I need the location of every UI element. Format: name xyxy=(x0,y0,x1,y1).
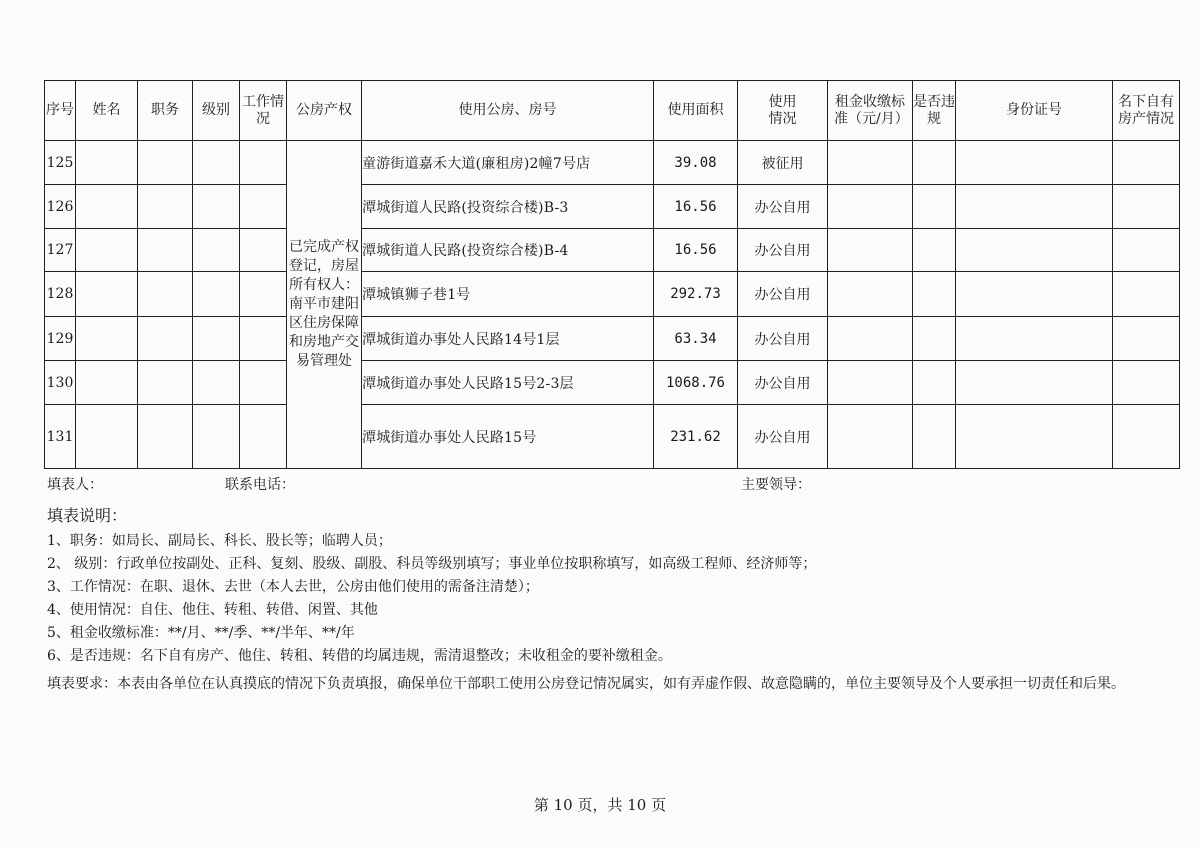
name-cell xyxy=(76,141,138,185)
table-row xyxy=(45,229,1180,272)
position-cell xyxy=(138,405,193,469)
id-number-cell xyxy=(956,361,1113,405)
header-seq: 序号 xyxy=(45,81,76,141)
page-number: 第 10 页，共 10 页 xyxy=(533,796,667,814)
table-row xyxy=(45,361,1180,405)
table-row xyxy=(45,141,1180,185)
own-house-cell xyxy=(1113,317,1180,361)
work-status-cell xyxy=(240,361,287,405)
table-row xyxy=(45,405,1180,469)
position-cell xyxy=(138,229,193,272)
room-cell: 潭城街道办事处人民路15号2-3层 xyxy=(362,361,654,405)
leader-label: 主要领导： xyxy=(741,477,811,493)
level-cell xyxy=(193,272,240,317)
level-cell xyxy=(193,229,240,272)
area-cell: 1068.76 xyxy=(654,361,738,405)
area-cell: 231.62 xyxy=(654,405,738,469)
table-row xyxy=(45,185,1180,229)
row-number: 128 xyxy=(45,272,76,317)
usage-cell: 办公自用 xyxy=(738,185,828,229)
area-cell: 16.56 xyxy=(654,229,738,272)
work-status-cell xyxy=(240,405,287,469)
level-cell xyxy=(193,141,240,185)
room-cell: 潭城街道办事处人民路14号1层 xyxy=(362,317,654,361)
violation-cell xyxy=(913,317,956,361)
violation-cell xyxy=(913,405,956,469)
header-position: 职务 xyxy=(138,81,193,141)
header-name: 姓名 xyxy=(76,81,138,141)
id-number-cell xyxy=(956,141,1113,185)
own-house-cell xyxy=(1113,141,1180,185)
work-status-cell xyxy=(240,229,287,272)
own-house-cell xyxy=(1113,229,1180,272)
level-cell xyxy=(193,361,240,405)
filling-requirement: 填表要求：本表由各单位在认真摸底的情况下负责填报，确保单位干部职工使用公房登记情况属实，如有弄虚作假、故意隐瞒的，单位主要领导及个人要承担一切责任和后果。 xyxy=(47,676,1125,692)
filler-label: 填表人： xyxy=(47,477,103,493)
rent-cell xyxy=(828,229,913,272)
instruction-item: 5、租金收缴标准：**/月、**/季、**/半年、**/年 xyxy=(47,625,355,641)
id-number-cell xyxy=(956,229,1113,272)
id-number-cell xyxy=(956,317,1113,361)
room-cell: 潭城街道人民路(投资综合楼)B-4 xyxy=(362,229,654,272)
filling-instructions xyxy=(47,503,1187,668)
ownership-cell: 已完成产权登记，房屋所有权人：南平市建阳区住房保障和房地产交易管理处 xyxy=(287,141,362,469)
usage-cell: 办公自用 xyxy=(738,317,828,361)
position-cell xyxy=(138,361,193,405)
rent-cell xyxy=(828,185,913,229)
usage-cell: 办公自用 xyxy=(738,229,828,272)
room-cell: 童游街道嘉禾大道(廉租房)2幢7号店 xyxy=(362,141,654,185)
own-house-cell xyxy=(1113,185,1180,229)
position-cell xyxy=(138,185,193,229)
usage-cell: 办公自用 xyxy=(738,272,828,317)
id-number-cell xyxy=(956,405,1113,469)
instruction-item: 6、是否违规：名下自有房产、他住、转租、转借的均属违规，需清退整改；未收租金的要补缴租金。 xyxy=(47,648,672,664)
name-cell xyxy=(76,317,138,361)
header-work-status: 工作情况 xyxy=(240,81,287,141)
id-number-cell xyxy=(956,185,1113,229)
violation-cell xyxy=(913,272,956,317)
table-row xyxy=(45,317,1180,361)
header-own-house: 名下自有房产情况 xyxy=(1113,81,1180,141)
usage-cell: 办公自用 xyxy=(738,405,828,469)
instruction-item: 4、使用情况：自住、他住、转租、转借、闲置、其他 xyxy=(47,602,378,618)
phone-label: 联系电话： xyxy=(225,477,295,493)
work-status-cell xyxy=(240,317,287,361)
area-cell: 16.56 xyxy=(654,185,738,229)
rent-cell xyxy=(828,317,913,361)
room-cell: 潭城镇狮子巷1号 xyxy=(362,272,654,317)
name-cell xyxy=(76,185,138,229)
header-ownership: 公房产权 xyxy=(287,81,362,141)
header-violation: 是否违规 xyxy=(913,81,956,141)
header-area: 使用面积 xyxy=(654,81,738,141)
id-number-cell xyxy=(956,272,1113,317)
header-row xyxy=(45,81,1180,141)
name-cell xyxy=(76,405,138,469)
row-number: 129 xyxy=(45,317,76,361)
name-cell xyxy=(76,229,138,272)
usage-cell: 办公自用 xyxy=(738,361,828,405)
header-usage: 使用情况 xyxy=(738,81,828,141)
row-number: 131 xyxy=(45,405,76,469)
work-status-cell xyxy=(240,272,287,317)
instructions-title: 填表说明： xyxy=(47,506,128,525)
row-number: 125 xyxy=(45,141,76,185)
signature-row xyxy=(47,474,1177,494)
rent-cell xyxy=(828,405,913,469)
position-cell xyxy=(138,272,193,317)
work-status-cell xyxy=(240,141,287,185)
name-cell xyxy=(76,361,138,405)
header-level: 级别 xyxy=(193,81,240,141)
housing-register-table xyxy=(44,80,1180,469)
instruction-item: 1、职务：如局长、副局长、科长、股长等；临聘人员； xyxy=(47,533,392,549)
violation-cell xyxy=(913,141,956,185)
header-rent-standard: 租金收缴标准（元/月） xyxy=(828,81,913,141)
level-cell xyxy=(193,317,240,361)
name-cell xyxy=(76,272,138,317)
area-cell: 39.08 xyxy=(654,141,738,185)
level-cell xyxy=(193,405,240,469)
row-number: 130 xyxy=(45,361,76,405)
violation-cell xyxy=(913,185,956,229)
usage-cell: 被征用 xyxy=(738,141,828,185)
position-cell xyxy=(138,317,193,361)
instruction-item: 2、 级别：行政单位按副处、正科、复刻、股级、副股、科员等级别填写；事业单位按职称填写，如高级工程师、经济师等； xyxy=(47,556,817,572)
row-number: 127 xyxy=(45,229,76,272)
work-status-cell xyxy=(240,185,287,229)
rent-cell xyxy=(828,361,913,405)
room-cell: 潭城街道办事处人民路15号 xyxy=(362,405,654,469)
rent-cell xyxy=(828,272,913,317)
row-number: 126 xyxy=(45,185,76,229)
own-house-cell xyxy=(1113,361,1180,405)
violation-cell xyxy=(913,361,956,405)
table-row xyxy=(45,272,1180,317)
room-cell: 潭城街道人民路(投资综合楼)B-3 xyxy=(362,185,654,229)
instruction-item: 3、工作情况：在职、退休、去世（本人去世，公房由他们使用的需备注清楚）； xyxy=(47,579,539,595)
position-cell xyxy=(138,141,193,185)
header-id-number: 身份证号 xyxy=(956,81,1113,141)
rent-cell xyxy=(828,141,913,185)
level-cell xyxy=(193,185,240,229)
header-room: 使用公房、房号 xyxy=(362,81,654,141)
area-cell: 63.34 xyxy=(654,317,738,361)
area-cell: 292.73 xyxy=(654,272,738,317)
own-house-cell xyxy=(1113,272,1180,317)
violation-cell xyxy=(913,229,956,272)
own-house-cell xyxy=(1113,405,1180,469)
